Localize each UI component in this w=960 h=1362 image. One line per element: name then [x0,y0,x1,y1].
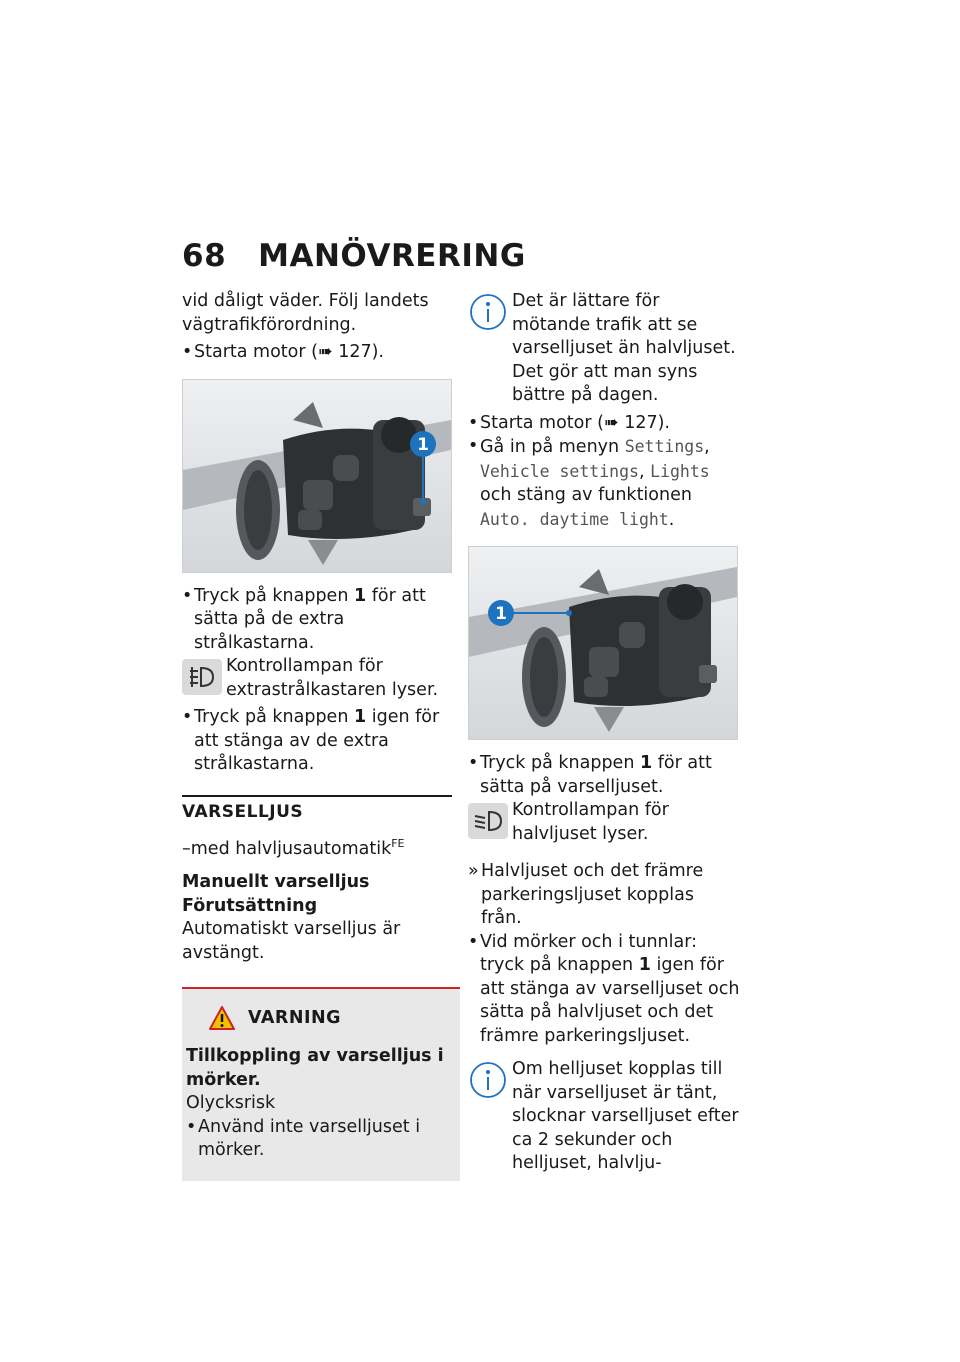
bullet-press-daytime: • Tryck på knappen 1 för att sätta på varselljuset. [468,752,740,799]
indicator-extra-lights [182,655,452,702]
page-ref[interactable]: 127 [624,412,658,433]
extra-headlight-lamp-icon [182,659,222,695]
manual-title: Manuellt varselljus [182,872,370,893]
switch-figure-extra-lights [182,379,452,573]
section-subtitle: –med halvljusautomatik$^{FE}$ [182,837,405,859]
info-note-1 [468,290,740,408]
indicator-low-beam [468,799,740,846]
left-column [182,290,452,1181]
bullet-start-engine: • Starta motor (➠ 127). [182,341,452,365]
right-column [468,290,740,1176]
low-beam-lamp-icon [468,803,508,839]
arrow-ref-icon: ➠ [317,342,339,362]
page-number: 68 [182,238,227,274]
section-heading-daytime-lights: VARSELLJUS [182,795,452,825]
warning-risk: Olycksrisk [186,1093,276,1114]
prereq-text: Automatiskt varselljus är avstängt. [182,919,401,963]
indicator-text: Kontrollampan för halvljuset lyser. [512,800,669,844]
indicator-text: Kontrollampan för extrastrålkastaren lyser. [226,656,439,700]
switch-figure-daytime [468,546,738,740]
page-title [182,238,526,274]
info-icon [468,292,508,332]
result-step: » Halvljuset och det främre parkeringsljuset kopplas från. [468,860,740,931]
info-text-2: Om helljuset kopplas till när varselljuset är tänt, slocknar varselljuset efter ca 2 sekunder och helljuset, halvlju- [512,1059,739,1173]
handlebar-switch-illustration [183,380,451,572]
bullet-press-again: • Tryck på knappen 1 igen för att stänga av de extra strålkastarna. [182,706,452,777]
bullet-dark-tunnels: • Vid mörker och i tunnlar: tryck på knappen 1 igen för att stänga av varselljuset och sätta på halvljuset och det främre parkeringsljuset. [468,931,740,1049]
warning-title: Tillkoppling av varselljus i mörker. [186,1046,444,1090]
info-text-1: Det är lättare för mötande trafik att se varselljuset än halvljuset. Det gör att man syns bättre på dagen. [512,291,736,405]
bullet-press-button: • Tryck på knappen 1 för att sätta på de extra strålkastarna. [182,585,452,656]
warning-header [208,1005,450,1031]
intro-text: vid dåligt väder. Följ landets vägtrafikförordning. [182,291,429,335]
figure-callout-1: 1 [495,604,507,624]
warning-triangle-icon [208,1005,236,1031]
handlebar-switch-illustration [469,547,737,739]
figure-callout-1: 1 [417,434,429,455]
page-ref[interactable]: 127 [338,342,372,362]
arrow-ref-icon: ➠ [603,412,625,433]
info-note-2 [468,1058,740,1176]
info-icon [468,1060,508,1100]
warning-box [182,987,460,1181]
bullet-menu: • Gå in på menyn Settings, Vehicle settings, Lights och stäng av funktionen Auto. daytime light. [468,435,740,532]
warning-label: VARNING [248,1007,342,1028]
warning-bullet: • Använd inte varselljuset i mörker. [186,1116,450,1163]
bullet-start-engine-right: • Starta motor (➠ 127). [468,412,740,436]
chapter-title: MANÖVRERING [258,238,526,274]
prereq-title: Förutsättning [182,895,318,916]
